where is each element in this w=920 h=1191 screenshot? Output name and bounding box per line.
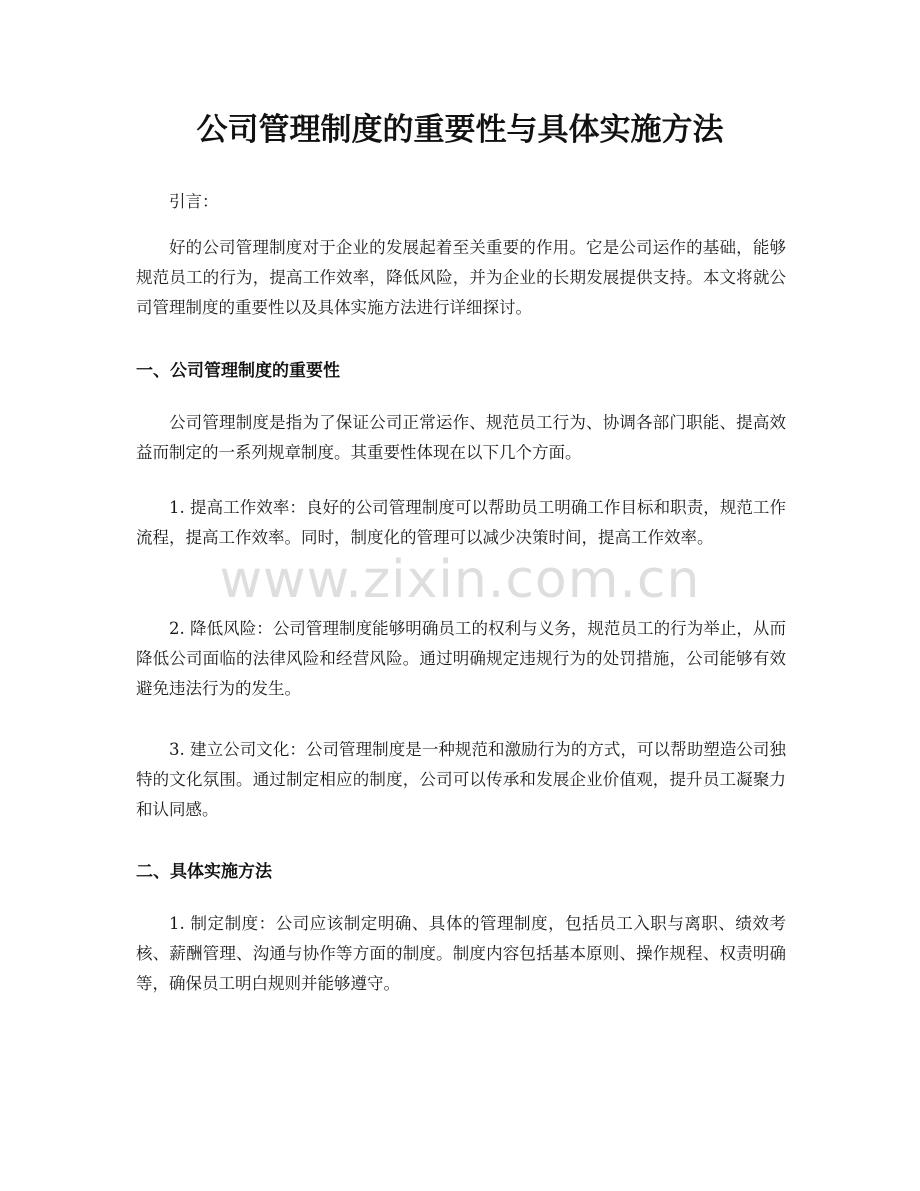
section-heading-importance: 一、公司管理制度的重要性 bbox=[136, 361, 340, 381]
section2-item-rules: 1. 制定制度：公司应该制定明确、具体的管理制度，包括员工入职与离职、绩效考核、薪酬管理、沟通与协作等方面的制度。制度内容包括基本原则、操作规程、权责明确等，确保员工明白规则并能够遵守。 bbox=[136, 914, 786, 993]
section-heading-implementation: 二、具体实施方法 bbox=[136, 862, 272, 882]
section1-item-efficiency: 1. 提高工作效率：良好的公司管理制度可以帮助员工明确工作目标和职责，规范工作流程，提高工作效率。同时，制度化的管理可以减少决策时间，提高工作效率。 bbox=[136, 498, 786, 547]
section1-lead-paragraph: 公司管理制度是指为了保证公司正常运作、规范员工行为、协调各部门职能、提高效益而制定的一系列规章制度。其重要性体现在以下几个方面。 bbox=[136, 413, 786, 462]
section1-item-risk: 2. 降低风险：公司管理制度能够明确员工的权利与义务，规范员工的行为举止，从而降低公司面临的法律风险和经营风险。通过明确规定违规行为的处罚措施，公司能够有效避免违法行为的发生。 bbox=[136, 619, 786, 698]
intro-label: 引言： bbox=[169, 192, 219, 211]
section1-item-culture: 3. 建立公司文化：公司管理制度是一种规范和激励行为的方式，可以帮助塑造公司独特的文化氛围。通过制定相应的制度，公司可以传承和发展企业价值观，提升员工凝聚力和认同感。 bbox=[136, 740, 786, 819]
intro-paragraph: 好的公司管理制度对于企业的发展起着至关重要的作用。它是公司运作的基础，能够规范员工的行为，提高工作效率，降低风险，并为企业的长期发展提供支持。本文将就公司管理制度的重要性以及具体实施方法进行详细探讨。 bbox=[136, 238, 786, 317]
document-title: 公司管理制度的重要性与具体实施方法 bbox=[196, 112, 724, 148]
watermark: www.zixin.com.cn bbox=[219, 550, 701, 610]
